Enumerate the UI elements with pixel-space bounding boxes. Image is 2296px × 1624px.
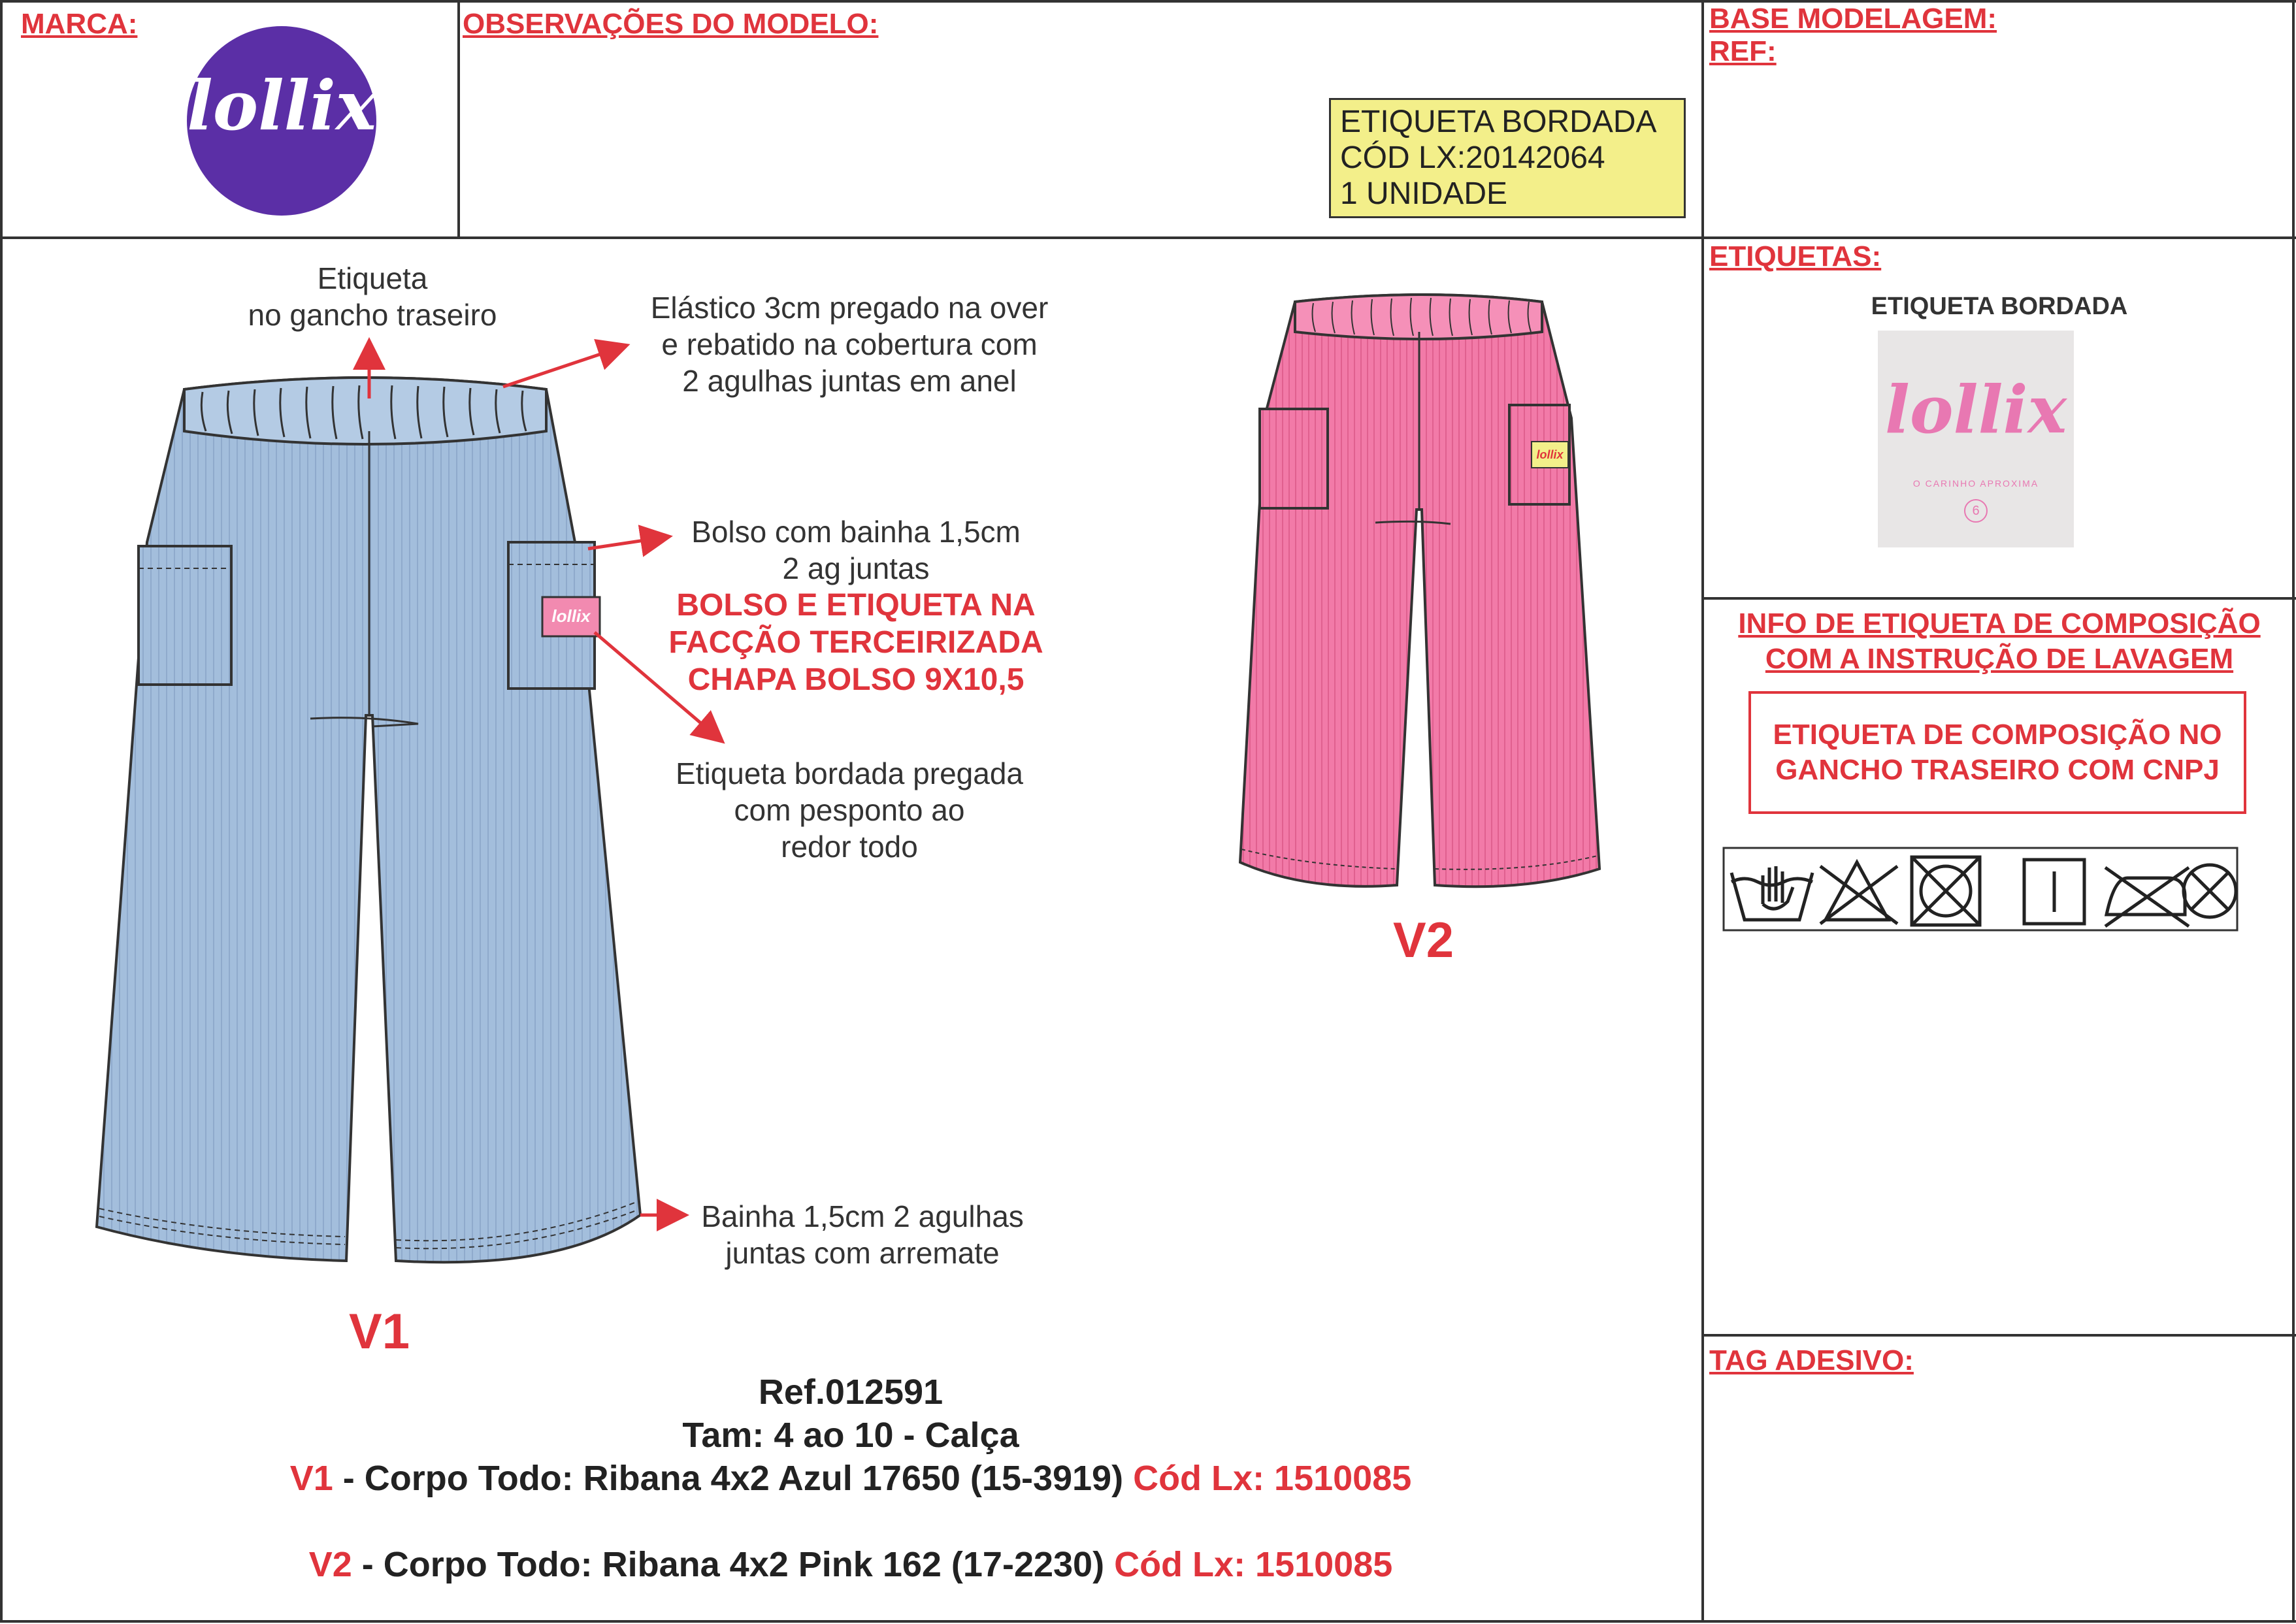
footer-v1-text: - Corpo Todo: Ribana 4x2 Azul 17650 (15-3919) xyxy=(333,1459,1134,1498)
sidebar-row-divider-2 xyxy=(1703,1334,2296,1337)
footer-v2-prefix: V2 xyxy=(308,1545,352,1584)
hand-wash-icon xyxy=(1731,866,1812,920)
annotation-faccao-line-3: CHAPA BOLSO 9X10,5 xyxy=(687,662,1025,697)
annotation-bolso xyxy=(666,513,1045,587)
care-symbols-strip xyxy=(1722,847,2239,932)
composicao-line-1: ETIQUETA DE COMPOSIÇÃO NO xyxy=(1773,719,2222,751)
etiqueta-bordada-title: ETIQUETA BORDADA xyxy=(1871,293,2128,320)
label-sample-size: 6 xyxy=(1964,499,1988,523)
annotation-etiqueta-bordada xyxy=(647,755,1052,865)
sidebar-divider xyxy=(1701,0,1704,1623)
yellow-note-line-1: ETIQUETA BORDADA xyxy=(1340,105,1657,139)
info-composicao-line-2: COM A INSTRUÇÃO DE LAVAGEM xyxy=(1765,643,2234,675)
composicao-box xyxy=(1748,691,2246,814)
sidebar-row-divider-1 xyxy=(1703,597,2296,600)
do-not-dry-clean-icon xyxy=(2184,865,2236,917)
annotation-etiqueta-gancho-line-2: no gancho traseiro xyxy=(248,298,497,332)
frame-right xyxy=(2292,0,2295,1623)
arrow-bolso xyxy=(588,537,666,549)
footer-v1-prefix: V1 xyxy=(289,1459,333,1498)
annotation-elastico-line-3: 2 agulhas juntas em anel xyxy=(682,364,1017,398)
v1-label: V1 xyxy=(349,1304,410,1359)
annotation-elastico xyxy=(614,289,1085,399)
footer-v1-cod: Cód Lx: 1510085 xyxy=(1133,1459,1412,1498)
info-composicao-heading xyxy=(1703,606,2296,677)
composicao-line-2: GANCHO TRASEIRO COM CNPJ xyxy=(1775,754,2220,786)
annotation-bolso-line-1: Bolso com bainha 1,5cm xyxy=(691,515,1021,549)
annotation-etiqueta-gancho-line-1: Etiqueta xyxy=(317,261,428,295)
annotation-etiqueta-bordada-line-2: com pesponto ao xyxy=(734,793,965,827)
footer-v1-line xyxy=(0,1457,1701,1500)
yellow-note-line-3: 1 UNIDADE xyxy=(1340,176,1508,211)
marca-label: MARCA: xyxy=(21,8,138,40)
line-dry-icon xyxy=(2024,860,2084,924)
footer-v2-cod: Cód Lx: 1510085 xyxy=(1114,1545,1393,1584)
footer-block xyxy=(0,1371,1701,1586)
footer-ref: Ref.012591 xyxy=(758,1372,943,1412)
annotation-bainha-line-2: juntas com arremate xyxy=(725,1236,1000,1270)
annotation-bainha-line-1: Bainha 1,5cm 2 agulhas xyxy=(701,1199,1024,1233)
footer-v2-line xyxy=(0,1543,1701,1586)
footer-tam: Tam: 4 ao 10 - Calça xyxy=(682,1416,1019,1455)
footer-spacer xyxy=(0,1500,1701,1543)
annotation-faccao-line-2: FACÇÃO TERCEIRIZADA xyxy=(668,625,1043,660)
etiquetas-label: ETIQUETAS: xyxy=(1709,240,1882,272)
label-sample-logo: lollix xyxy=(1884,371,2067,448)
label-sample-tagline: O CARINHO APROXIMA xyxy=(1912,478,2039,489)
yellow-note-line-2: CÓD LX:20142064 xyxy=(1340,140,1605,175)
annotation-bolso-line-2: 2 ag juntas xyxy=(782,551,930,585)
brand-logo-text: lollix xyxy=(187,65,376,146)
v2-label: V2 xyxy=(1393,913,1454,968)
base-modelagem-label: BASE MODELAGEM: xyxy=(1709,3,1997,35)
tag-adesivo-label: TAG ADESIVO: xyxy=(1709,1344,1914,1376)
annotation-etiqueta-gancho xyxy=(222,260,523,333)
v1-waistband xyxy=(184,378,546,444)
do-not-tumble-dry-icon xyxy=(1912,857,1980,925)
arrow-elastico xyxy=(503,346,624,387)
v1-left-pocket xyxy=(139,546,231,685)
annotation-bainha xyxy=(680,1198,1045,1271)
annotation-faccao xyxy=(647,587,1065,698)
annotation-etiqueta-bordada-line-1: Etiqueta bordada pregada xyxy=(676,756,1023,790)
svg-text:lollix: lollix xyxy=(551,606,591,626)
footer-v2-text: - Corpo Todo: Ribana 4x2 Pink 162 (17-2230) xyxy=(352,1545,1115,1584)
embroidered-label-sample xyxy=(1878,331,2074,547)
annotation-elastico-line-2: e rebatido na cobertura com xyxy=(661,327,1038,361)
do-not-iron-icon xyxy=(2105,868,2189,926)
observacoes-label: OBSERVAÇÕES DO MODELO: xyxy=(463,8,879,40)
info-composicao-line-1: INFO DE ETIQUETA DE COMPOSIÇÃO xyxy=(1738,608,2261,640)
do-not-bleach-icon xyxy=(1820,862,1897,924)
v2-left-pocket xyxy=(1260,409,1328,508)
annotation-elastico-line-1: Elástico 3cm pregado na over xyxy=(650,291,1049,325)
ref-label: REF: xyxy=(1709,35,1777,67)
annotation-etiqueta-bordada-line-3: redor todo xyxy=(781,830,918,864)
annotation-faccao-line-1: BOLSO E ETIQUETA NA xyxy=(676,588,1036,623)
svg-text:lollix: lollix xyxy=(1536,448,1564,461)
